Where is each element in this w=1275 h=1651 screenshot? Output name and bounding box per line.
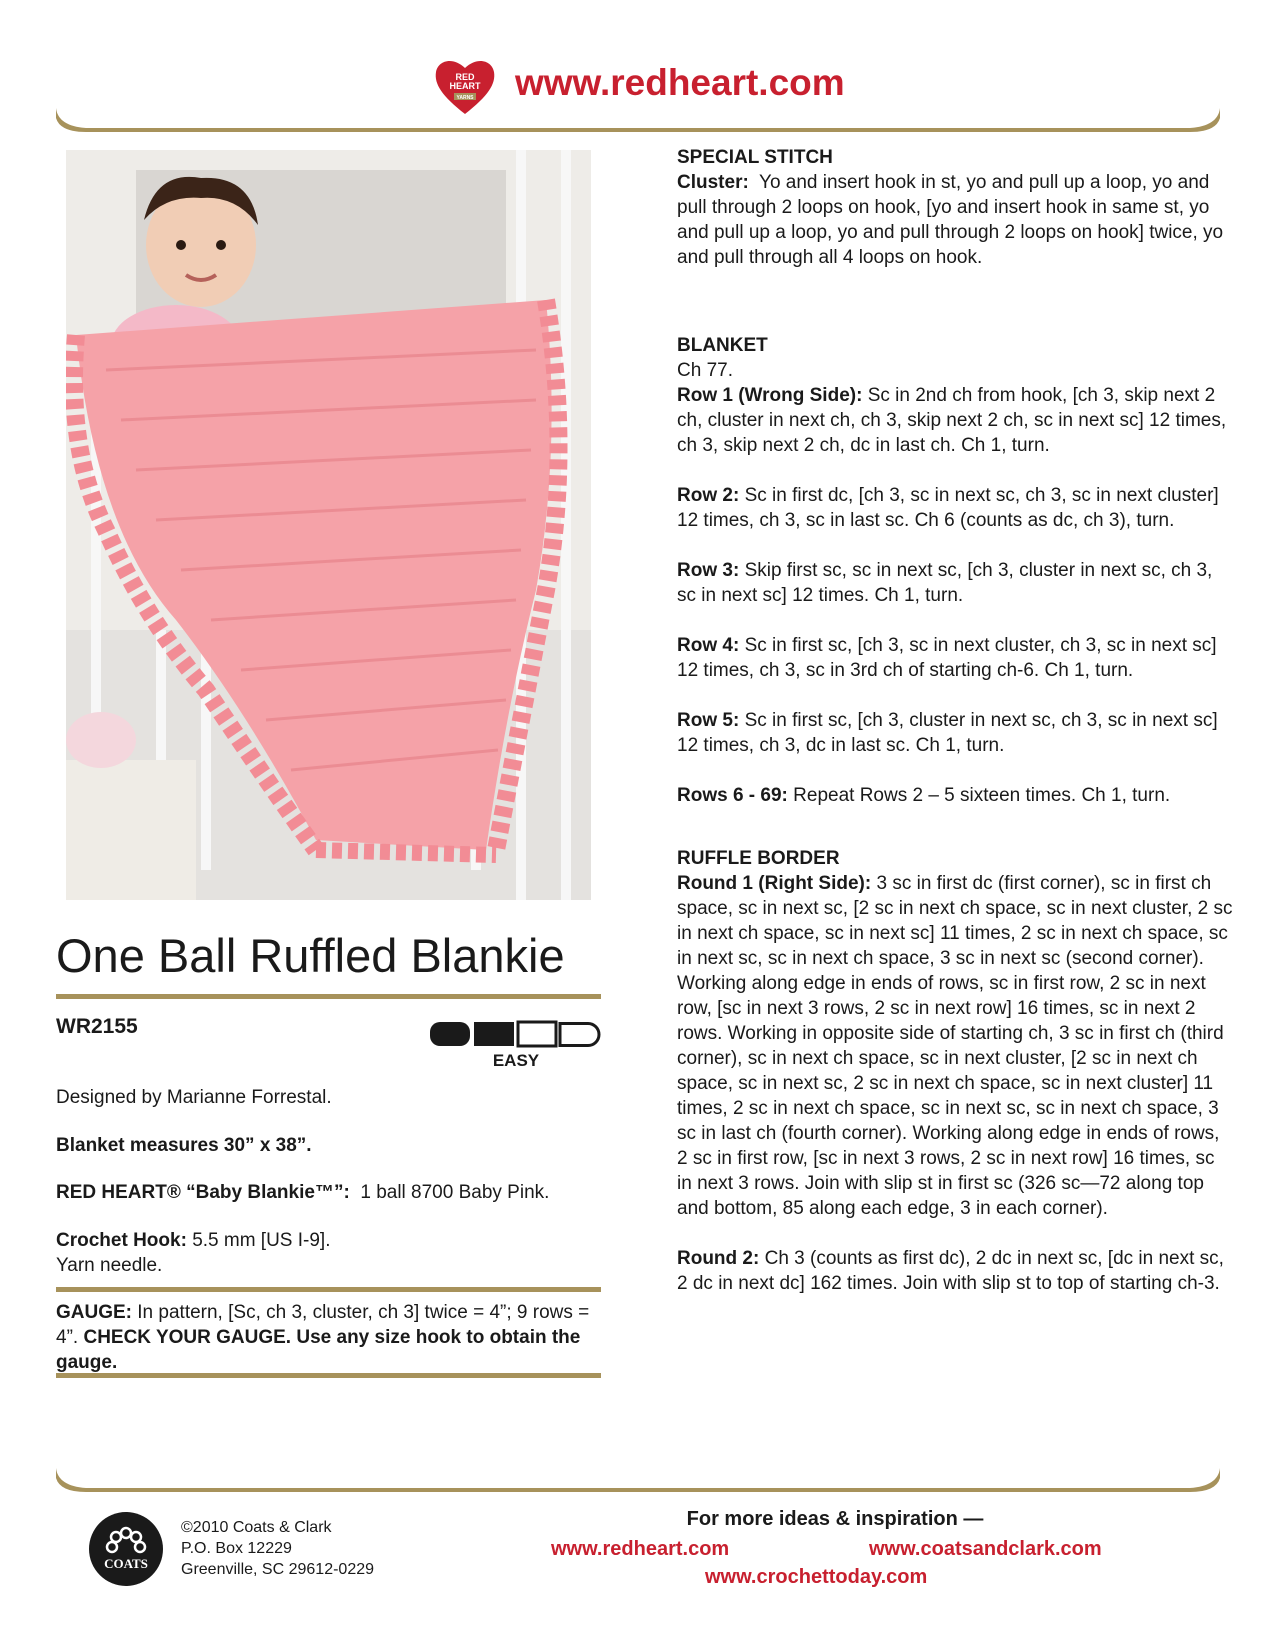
hook-label: Crochet Hook: xyxy=(56,1230,187,1251)
instructions-column xyxy=(677,145,1233,1296)
row-text: Sc in first dc, [ch 3, sc in next sc, ch 3, sc in next cluster] 12 times, ch 3, sc in last sc. Ch 6 (counts as dc, ch 3), turn. xyxy=(677,485,1219,531)
row-instruction xyxy=(677,558,1233,608)
measurements xyxy=(56,1133,616,1158)
designer-credit: Designed by Marianne Forrestal. xyxy=(56,1087,332,1108)
footer-link-coatsandclark[interactable]: www.coatsandclark.com xyxy=(869,1538,1102,1560)
yarn-needle: Yarn needle. xyxy=(56,1255,163,1276)
row-instruction xyxy=(677,383,1233,458)
skill-level-indicator xyxy=(428,1020,603,1072)
more-ideas-heading: For more ideas & inspiration — xyxy=(686,1508,984,1530)
row-text: Sc in first sc, [ch 3, sc in next cluster, ch 3, sc in next sc] 12 times, ch 3, sc in 3rd ch of starting ch-6. Ch 1, turn. xyxy=(677,635,1217,681)
coats-logo[interactable] xyxy=(88,1511,164,1587)
round-label: Round 2: xyxy=(677,1248,760,1269)
site-url[interactable]: www.redheart.com xyxy=(515,62,845,103)
copyright: ©2010 Coats & Clark xyxy=(181,1519,332,1536)
blanket-start: Ch 77. xyxy=(677,360,733,381)
svg-text:YARNS: YARNS xyxy=(456,95,474,101)
skill-level-label: EASY xyxy=(492,1051,540,1070)
cluster-definition: Yo and insert hook in st, yo and pull up a loop, yo and pull through 2 loops on hook, [yo and insert hook in same st, yo and pull up a loop, yo and pull through 2 loops on hook] twice, yo and pull through all 4 loops on hook. xyxy=(677,172,1224,268)
hook-info xyxy=(56,1228,616,1278)
yarn-value: 1 ball 8700 Baby Pink. xyxy=(360,1182,550,1203)
svg-text:HEART: HEART xyxy=(449,81,481,91)
row-label: Row 1 (Wrong Side): xyxy=(677,385,863,406)
round-label: Round 1 (Right Side): xyxy=(677,873,872,894)
row-label: Row 5: xyxy=(677,710,740,731)
red-heart-logo[interactable] xyxy=(432,56,498,116)
hook-value: 5.5 mm [US I-9]. xyxy=(192,1230,331,1251)
blanket-photo xyxy=(66,150,591,900)
row-instruction xyxy=(677,708,1233,758)
gauge-value: In pattern, [Sc, ch 3, cluster, ch 3] twice = 4”; 9 rows = 4”. xyxy=(56,1302,590,1348)
yarn-label: RED HEART® “Baby Blankie™”: xyxy=(56,1182,350,1203)
footer-divider xyxy=(56,1468,1220,1492)
row-text: Skip first sc, sc in next sc, [ch 3, cluster in next sc, ch 3, sc in next sc] 12 times. Ch 1, turn. xyxy=(677,560,1213,606)
row-label: Row 3: xyxy=(677,560,740,581)
gauge-check: CHECK YOUR GAUGE. Use any size hook to obtain the gauge. xyxy=(56,1327,581,1373)
footer-link-redheart[interactable]: www.redheart.com xyxy=(551,1538,730,1560)
measurements-text: Blanket measures 30” x 38”. xyxy=(56,1135,312,1156)
special-stitch-heading: SPECIAL STITCH xyxy=(677,147,833,168)
company-address xyxy=(181,1517,374,1580)
round-instruction xyxy=(677,871,1233,1221)
row-instruction xyxy=(677,783,1233,808)
city-state-zip: Greenville, SC 29612-0229 xyxy=(181,1561,375,1578)
pattern-code: WR2155 xyxy=(56,1015,138,1038)
row-text: Sc in first sc, [ch 3, cluster in next sc, ch 3, sc in next sc] 12 times, ch 3, dc in last sc. Ch 1, turn. xyxy=(677,710,1218,756)
blanket-heading: BLANKET xyxy=(677,335,768,356)
round-instruction xyxy=(677,1246,1233,1296)
gauge-top-rule xyxy=(56,1287,601,1292)
po-box: P.O. Box 12229 xyxy=(181,1540,292,1557)
cluster-label: Cluster: xyxy=(677,172,749,193)
row-text: Sc in 2nd ch from hook, [ch 3, skip next 2 ch, cluster in next ch, ch 3, skip next 2 ch, sc in next sc] 12 times, ch 3, skip next 2 ch, dc in last ch. Ch 1, turn. xyxy=(677,385,1227,456)
yarn-info xyxy=(56,1180,616,1205)
row-instruction xyxy=(677,483,1233,533)
row-label: Row 4: xyxy=(677,635,740,656)
coats-logo-text: COATS xyxy=(104,1556,148,1571)
svg-text:RED: RED xyxy=(455,72,475,82)
title-rule xyxy=(56,994,601,999)
gauge-label: GAUGE: xyxy=(56,1302,132,1323)
round-text: 3 sc in first dc (first corner), sc in first ch space, sc in next sc, [2 sc in next ch space, sc in next cluster, 2 sc in next ch space, sc in next sc] 11 times, 2 sc in next ch space, sc in next sc, sc in next ch space, 3 sc in next sc (second corner). Working along edge in ends of rows, sc in first row, 2 sc in next row, [sc in next 3 rows, 2 sc in next row] 16 times, sc in next 2 rows. Working in opposite side of starting ch, 3 sc in first ch (third corner), sc in next ch space, sc in next cluster, [2 sc in next ch space, sc in next sc, 2 sc in next ch space, sc in next cluster] 11 times, 2 sc in next ch space, sc in next sc, sc in next ch space, 3 sc in last ch (fourth corner). Working along edge in ends of rows, 2 sc in first row, [sc in next 3 rows, 2 sc in next row] 16 times, sc in next 3 rows. Join with slip st in first sc (326 sc—72 along top and bottom, 85 along each edge, 3 in each corner). xyxy=(677,873,1233,1219)
round-text: Ch 3 (counts as first dc), 2 dc in next sc, [dc in next sc, 2 dc in next dc] 162 times. Join with slip st to top of starting ch-3. xyxy=(677,1248,1224,1294)
row-label: Row 2: xyxy=(677,485,740,506)
row-label: Rows 6 - 69: xyxy=(677,785,788,806)
ruffle-heading: RUFFLE BORDER xyxy=(677,848,840,869)
pattern-title: One Ball Ruffled Blankie xyxy=(56,929,565,982)
row-instruction xyxy=(677,633,1233,683)
special-stitch-text xyxy=(677,170,1233,270)
header-divider xyxy=(56,108,1220,132)
gauge-info xyxy=(56,1300,601,1375)
gauge-bottom-rule xyxy=(56,1373,601,1378)
row-text: Repeat Rows 2 – 5 sixteen times. Ch 1, turn. xyxy=(793,785,1171,806)
footer-link-crochettoday[interactable]: www.crochettoday.com xyxy=(705,1566,928,1588)
